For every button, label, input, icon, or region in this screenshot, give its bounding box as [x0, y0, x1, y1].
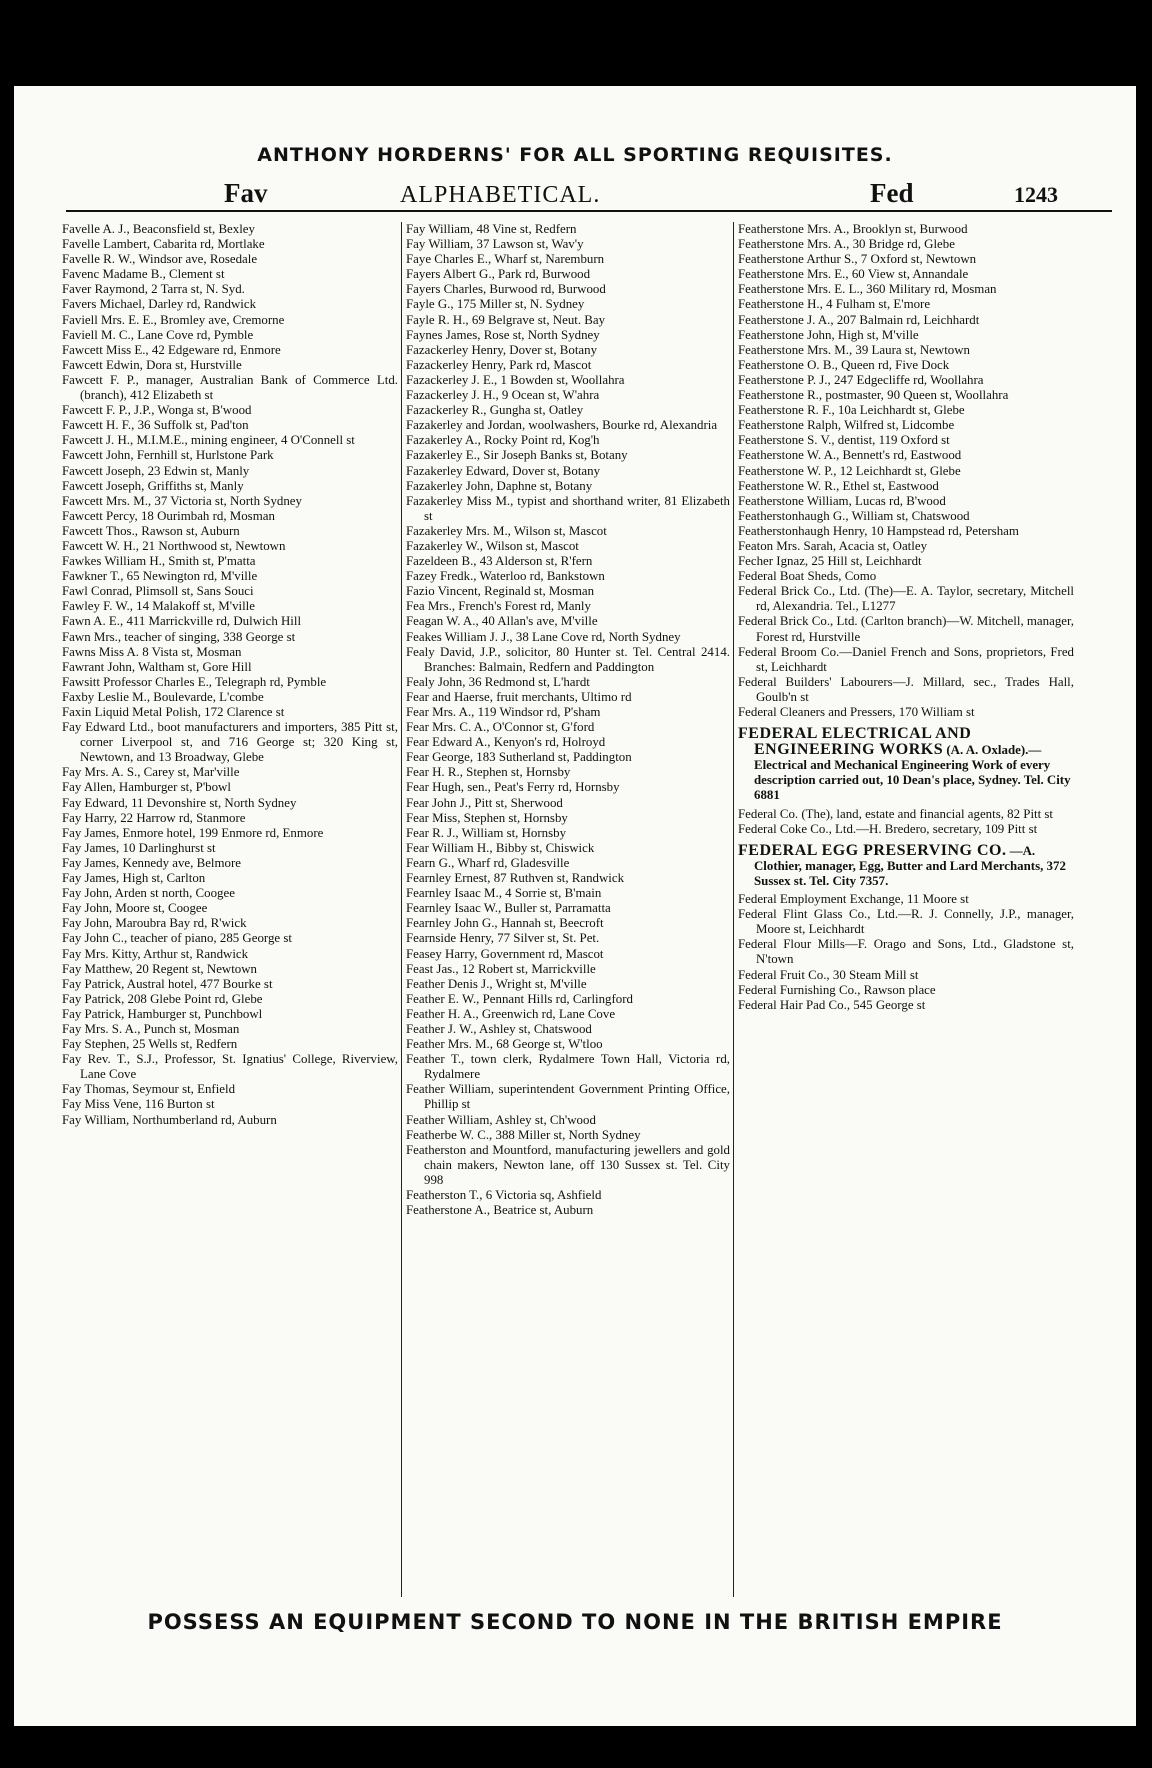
directory-entry: Feasey Harry, Government rd, Mascot: [406, 946, 604, 961]
directory-entry: Fay James, Enmore hotel, 199 Enmore rd, Enmore: [62, 825, 324, 840]
header-rule: [66, 210, 1112, 212]
directory-entry: Fay Edward Ltd., boot manufacturers and importers, 385 Pitt st, corner Liverpool st, and 716 George st; 320 King st, Newtown, and 13 Broadway, Glebe: [62, 720, 398, 765]
directory-entry: Fay Harry, 22 Harrow rd, Stanmore: [62, 810, 246, 825]
directory-entry: Featherstone P. J., 247 Edgecliffe rd, Woollahra: [738, 372, 984, 387]
directory-entry: Featherstone John, High st, M'ville: [738, 327, 919, 342]
directory-entry: Fawkner T., 65 Newington rd, M'ville: [62, 569, 258, 584]
directory-entry: Feather J. W., Ashley st, Chatswood: [406, 1021, 592, 1036]
directory-entry: Favenc Madame B., Clement st: [62, 267, 225, 282]
column-2: [406, 222, 730, 1597]
directory-entry: Featherstone W. P., 12 Leichhardt st, Glebe: [738, 463, 961, 478]
directory-entry: Featherbe W. C., 388 Miller st, North Sydney: [406, 1127, 641, 1142]
directory-entry: Federal Hair Pad Co., 545 George st: [738, 997, 926, 1012]
directory-entry: Faviell Mrs. E. E., Bromley ave, Cremorne: [62, 312, 285, 327]
directory-entry: Fawrant John, Waltham st, Gore Hill: [62, 659, 252, 674]
directory-entry: Fawcett Joseph, 23 Edwin st, Manly: [62, 463, 250, 478]
directory-entry: Fazakerley John, Daphne st, Botany: [406, 478, 593, 493]
directory-entry: Fay Miss Vene, 116 Burton st: [62, 1097, 215, 1112]
directory-entry: Fay John, Moore st, Coogee: [62, 901, 208, 916]
directory-entry: Faxby Leslie M., Boulevarde, L'combe: [62, 689, 264, 704]
directory-entry: Fecher Ignaz, 25 Hill st, Leichhardt: [738, 554, 922, 569]
directory-entry: Fay Matthew, 20 Regent st, Newtown: [62, 961, 258, 976]
directory-entry: Fayle R. H., 69 Belgrave st, Neut. Bay: [406, 312, 606, 327]
directory-entry: Featherstone W. A., Bennett's rd, Eastwood: [738, 448, 962, 463]
directory-entry: Federal Coke Co., Ltd.—H. Bredero, secretary, 109 Pitt st: [738, 821, 1038, 836]
directory-entry: Fear John J., Pitt st, Sherwood: [406, 795, 563, 810]
featured-advert-entry: [738, 726, 1074, 803]
directory-entry: Fay William, 48 Vine st, Redfern: [406, 222, 577, 236]
directory-entry: Featherstone R. F., 10a Leichhardt st, Glebe: [738, 403, 965, 418]
directory-entry: Fayers Albert G., Park rd, Burwood: [406, 267, 591, 282]
directory-entry: Fazakerley Mrs. M., Wilson st, Mascot: [406, 523, 607, 538]
directory-entry: Fay Mrs. A. S., Carey st, Mar'ville: [62, 765, 240, 780]
directory-entry: Fay James, 10 Darlinghurst st: [62, 840, 216, 855]
directory-entry: Fay William, 37 Lawson st, Wav'y: [406, 237, 584, 252]
directory-entry: Feather Denis J., Wright st, M'ville: [406, 976, 587, 991]
directory-entry: Featherstone Mrs. E., 60 View st, Annandale: [738, 267, 969, 282]
directory-entry: Featherstone Mrs. E. L., 360 Military rd, Mosman: [738, 282, 997, 297]
directory-entry: Fealy John, 36 Redmond st, L'hardt: [406, 674, 590, 689]
directory-entry: Fear Mrs. C. A., O'Connor st, G'ford: [406, 720, 595, 735]
directory-entry: Featherstone William, Lucas rd, B'wood: [738, 493, 946, 508]
directory-entry: Faynes James, Rose st, North Sydney: [406, 327, 600, 342]
header-section-title: ALPHABETICAL.: [400, 182, 601, 208]
directory-entry: Fawcett John, Fernhill st, Hurlstone Park: [62, 448, 274, 463]
directory-entry: Fearnley Isaac W., Buller st, Parramatta: [406, 901, 611, 916]
directory-entry: Fazackerley J. E., 1 Bowden st, Woollahra: [406, 372, 625, 387]
directory-entry: Featherstone Mrs. A., 30 Bridge rd, Glebe: [738, 237, 955, 252]
directory-entry: Faviell M. C., Lane Cove rd, Pymble: [62, 327, 254, 342]
directory-entry: Featherstone W. R., Ethel st, Eastwood: [738, 478, 939, 493]
directory-entry: Fawcett J. H., M.I.M.E., mining engineer, 4 O'Connell st: [62, 433, 355, 448]
directory-entry: Fazackerley Henry, Dover st, Botany: [406, 342, 598, 357]
directory-entry: Fawkes William H., Smith st, P'matta: [62, 554, 256, 569]
directory-entry: Fawcett F. P., manager, Australian Bank of Commerce Ltd. (branch), 412 Elizabeth st: [62, 372, 398, 403]
directory-entry: Federal Builders' Labourers—J. Millard, sec., Trades Hall, Goulb'n st: [738, 674, 1074, 704]
directory-entry: Federal Boat Sheds, Como: [738, 569, 877, 584]
column-divider-2: [733, 222, 734, 1597]
directory-entry: Fearn G., Wharf rd, Gladesville: [406, 855, 570, 870]
directory-entry: Fearnley John G., Hannah st, Beecroft: [406, 916, 604, 931]
directory-entry: Feather William, superintendent Government Printing Office, Phillip st: [406, 1082, 730, 1112]
directory-page: [14, 86, 1136, 1726]
featured-advert-text: —A. Clothier, manager, Egg, Butter and Lard Merchants, 372 Sussex st. Tel. City 7357.: [754, 843, 1066, 888]
directory-entry: Fay Patrick, 208 Glebe Point rd, Glebe: [62, 991, 263, 1006]
directory-entry: Featherstone R., postmaster, 90 Queen st, Woollahra: [738, 388, 1009, 403]
directory-entry: Fear and Haerse, fruit merchants, Ultimo rd: [406, 689, 632, 704]
directory-entry: Fearnside Henry, 77 Silver st, St. Pet.: [406, 931, 600, 946]
directory-entry: Fay Edward, 11 Devonshire st, North Sydney: [62, 795, 297, 810]
directory-entry: Featherstonhaugh Henry, 10 Hampstead rd, Petersham: [738, 523, 1019, 538]
directory-entry: Fawn A. E., 411 Marrickville rd, Dulwich Hill: [62, 614, 302, 629]
directory-entry: Featherstone Mrs. M., 39 Laura st, Newtown: [738, 342, 970, 357]
directory-entry: Featherston and Mountford, manufacturing jewellers and gold chain makers, Newton lane, off 130 Sussex st. Tel. City 998: [406, 1142, 730, 1187]
directory-entry: Feather Mrs. M., 68 George st, W'tloo: [406, 1037, 603, 1052]
directory-entry: Federal Flour Mills—F. Orago and Sons, Ltd., Gladstone st, N'town: [738, 937, 1074, 967]
directory-entry: Fear Miss, Stephen st, Hornsby: [406, 810, 568, 825]
directory-entry: Featherstone J. A., 207 Balmain rd, Leichhardt: [738, 312, 980, 327]
directory-entry: Federal Co. (The), land, estate and financial agents, 82 Pitt st: [738, 806, 1054, 821]
directory-entry: Fazackerley J. H., 9 Ocean st, W'ahra: [406, 388, 600, 403]
directory-entry: Fawcett Thos., Rawson st, Auburn: [62, 523, 240, 538]
directory-entry: Fay Rev. T., S.J., Professor, St. Ignatius' College, Riverview, Lane Cove: [62, 1052, 398, 1082]
directory-entry: Fay Stephen, 25 Wells st, Redfern: [62, 1037, 238, 1052]
directory-entry: Federal Cleaners and Pressers, 170 William st: [738, 705, 975, 719]
directory-entry: Fazakerley and Jordan, woolwashers, Bourke rd, Alexandria: [406, 418, 718, 433]
directory-entry: Fawley F. W., 14 Malakoff st, M'ville: [62, 599, 255, 614]
directory-entry: Feast Jas., 12 Robert st, Marrickville: [406, 961, 596, 976]
directory-entry: Fazio Vincent, Reginald st, Mosman: [406, 584, 595, 599]
directory-entry: Fazakerley Edward, Dover st, Botany: [406, 463, 601, 478]
directory-entry: Fawns Miss A. 8 Vista st, Mosman: [62, 644, 242, 659]
directory-entry: Fazackerley R., Gungha st, Oatley: [406, 403, 584, 418]
directory-entry: Fawn Mrs., teacher of singing, 338 George st: [62, 629, 296, 644]
top-advert-banner: ANTHONY HORDERNS' FOR ALL SPORTING REQUISITES.: [257, 144, 893, 166]
directory-entry: Fawcett Joseph, Griffiths st, Manly: [62, 478, 244, 493]
directory-entry: Fawcett Edwin, Dora st, Hurstville: [62, 357, 242, 372]
directory-entry: Fay James, High st, Carlton: [62, 871, 206, 886]
page-number: 1243: [1014, 182, 1058, 207]
header-range-start: Fav: [224, 178, 268, 208]
directory-entry: Fawcett W. H., 21 Northwood st, Newtown: [62, 538, 286, 553]
directory-entry: Featherstone Arthur S., 7 Oxford st, Newtown: [738, 252, 977, 267]
directory-entry: Featon Mrs. Sarah, Acacia st, Oatley: [738, 538, 928, 553]
directory-entry: Fealy David, J.P., solicitor, 80 Hunter st. Tel. Central 2414. Branches: Balmain, Redfern and Paddington: [406, 644, 730, 674]
directory-entry: Featherstone Ralph, Wilfred st, Lidcombe: [738, 418, 955, 433]
directory-entry: Fearnley Ernest, 87 Ruthven st, Randwick: [406, 871, 625, 886]
directory-entry: Favelle A. J., Beaconsfield st, Bexley: [62, 222, 255, 236]
directory-entry: Fear Mrs. A., 119 Windsor rd, P'sham: [406, 705, 601, 719]
directory-entry: Federal Brick Co., Ltd. (The)—E. A. Taylor, secretary, Mitchell rd, Alexandria. Tel., L1277: [738, 584, 1074, 614]
directory-entry: Featherstone O. B., Queen rd, Five Dock: [738, 357, 950, 372]
directory-entry: Federal Brick Co., Ltd. (Carlton branch)—W. Mitchell, manager, Forest rd, Hurstville: [738, 614, 1074, 644]
directory-entry: Fay John C., teacher of piano, 285 George st: [62, 931, 292, 946]
directory-entry: Fayle G., 175 Miller st, N. Sydney: [406, 297, 585, 312]
directory-entry: Fea Mrs., French's Forest rd, Manly: [406, 599, 591, 614]
directory-entry: Fawcett Mrs. M., 37 Victoria st, North Sydney: [62, 493, 302, 508]
column-3: [738, 222, 1074, 1597]
directory-entry: Fawl Conrad, Plimsoll st, Sans Souci: [62, 584, 254, 599]
directory-entry: Fawcett Percy, 18 Ourimbah rd, Mosman: [62, 508, 275, 523]
directory-entry: Feather H. A., Greenwich rd, Lane Cove: [406, 1006, 616, 1021]
featured-advert-name: FEDERAL EGG PRESERVING CO.: [738, 841, 1007, 859]
directory-entry: Fear Edward A., Kenyon's rd, Holroyd: [406, 735, 606, 750]
directory-entry: Fawcett F. P., J.P., Wonga st, B'wood: [62, 403, 252, 418]
featured-advert-text: (A. A. Oxlade).—Electrical and Mechanical Engineering Work of every description carried out, 10 Dean's place, Sydney. Tel. City 6881: [754, 743, 1071, 803]
directory-entry: Feather William, Ashley st, Ch'wood: [406, 1112, 596, 1127]
featured-advert-name: FEDERAL ELECTRICAL AND ENGINEERING WORKS: [738, 725, 972, 759]
directory-entry: Fazakerley E., Sir Joseph Banks st, Botany: [406, 448, 628, 463]
directory-entry: Fazey Fredk., Waterloo rd, Bankstown: [406, 569, 605, 584]
directory-entry: Featherstonhaugh G., William st, Chatswood: [738, 508, 970, 523]
directory-entry: Fay Mrs. S. A., Punch st, Mosman: [62, 1021, 240, 1036]
directory-entry: Featherston T., 6 Victoria sq, Ashfield: [406, 1188, 602, 1202]
page-header: [14, 178, 1136, 212]
directory-entry: Federal Employment Exchange, 11 Moore st: [738, 892, 969, 907]
directory-entry: Fearnley Isaac M., 4 Sorrie st, B'main: [406, 886, 602, 901]
directory-entry: Faxin Liquid Metal Polish, 172 Clarence st: [62, 705, 285, 719]
directory-entry: Fay Allen, Hamburger st, P'bowl: [62, 780, 231, 795]
directory-entry: Fay John, Maroubra Bay rd, R'wick: [62, 916, 247, 931]
directory-entry: Fear George, 183 Sutherland st, Paddington: [406, 750, 632, 765]
column-divider-1: [401, 222, 402, 1597]
directory-entry: Feather T., town clerk, Rydalmere Town Hall, Victoria rd, Rydalmere: [406, 1052, 730, 1082]
column-1: [62, 222, 398, 1597]
directory-entry: Fay Mrs. Kitty, Arthur st, Randwick: [62, 946, 249, 961]
directory-entry: Fazakerley A., Rocky Point rd, Kog'h: [406, 433, 600, 448]
directory-entry: Fawsitt Professor Charles E., Telegraph rd, Pymble: [62, 674, 327, 689]
directory-entry: Fay Thomas, Seymour st, Enfield: [62, 1082, 236, 1097]
featured-advert-entry: [738, 843, 1074, 889]
directory-entry: Favelle R. W., Windsor ave, Rosedale: [62, 252, 258, 267]
directory-entry: Federal Broom Co.—Daniel French and Sons, proprietors, Fred st, Leichhardt: [738, 644, 1074, 674]
directory-entry: Fear H. R., Stephen st, Hornsby: [406, 765, 571, 780]
directory-entry: Faver Raymond, 2 Tarra st, N. Syd.: [62, 282, 245, 297]
directory-entry: Feagan W. A., 40 Allan's ave, M'ville: [406, 614, 598, 629]
directory-entry: Fawcett H. F., 36 Suffolk st, Pad'ton: [62, 418, 249, 433]
directory-entry: Fay Patrick, Austral hotel, 477 Bourke st: [62, 976, 273, 991]
directory-entry: Fazeldeen B., 43 Alderson st, R'fern: [406, 554, 593, 569]
header-range-end: Fed: [870, 178, 914, 208]
directory-entry: Federal Flint Glass Co., Ltd.—R. J. Connelly, J.P., manager, Moore st, Leichhardt: [738, 907, 1074, 937]
directory-entry: Favelle Lambert, Cabarita rd, Mortlake: [62, 237, 265, 252]
directory-entry: Feather E. W., Pennant Hills rd, Carlingford: [406, 991, 633, 1006]
directory-entry: Fear R. J., William st, Hornsby: [406, 825, 567, 840]
directory-entry: Fear Hugh, sen., Peat's Ferry rd, Hornsby: [406, 780, 620, 795]
directory-entry: Federal Furnishing Co., Rawson place: [738, 982, 936, 997]
directory-entry: Fear William H., Bibby st, Chiswick: [406, 840, 595, 855]
directory-entry: Federal Fruit Co., 30 Steam Mill st: [738, 967, 919, 982]
directory-entry: Fay John, Arden st north, Coogee: [62, 886, 235, 901]
directory-entry: Faye Charles E., Wharf st, Naremburn: [406, 252, 605, 267]
directory-entry: Featherstone A., Beatrice st, Auburn: [406, 1203, 594, 1218]
bottom-advert-banner: POSSESS AN EQUIPMENT SECOND TO NONE IN THE BRITISH EMPIRE: [147, 1610, 1003, 1634]
directory-entry: Fazakerley Miss M., typist and shorthand writer, 81 Elizabeth st: [406, 493, 730, 523]
directory-entry: Fawcett Miss E., 42 Edgeware rd, Enmore: [62, 342, 281, 357]
directory-entry: Fazackerley Henry, Park rd, Mascot: [406, 357, 592, 372]
directory-entry: Featherstone H., 4 Fulham st, E'more: [738, 297, 931, 312]
directory-entry: Feakes William J. J., 38 Lane Cove rd, North Sydney: [406, 629, 681, 644]
directory-entry: Fazakerley W., Wilson st, Mascot: [406, 538, 579, 553]
directory-entry: Fay Patrick, Hamburger st, Punchbowl: [62, 1006, 263, 1021]
directory-entry: Favers Michael, Darley rd, Randwick: [62, 297, 257, 312]
directory-entry: Fay William, Northumberland rd, Auburn: [62, 1112, 277, 1127]
directory-entry: Fayers Charles, Burwood rd, Burwood: [406, 282, 606, 297]
directory-entry: Fay James, Kennedy ave, Belmore: [62, 855, 241, 870]
directory-entry: Featherstone Mrs. A., Brooklyn st, Burwood: [738, 222, 968, 236]
directory-entry: Featherstone S. V., dentist, 119 Oxford st: [738, 433, 950, 448]
